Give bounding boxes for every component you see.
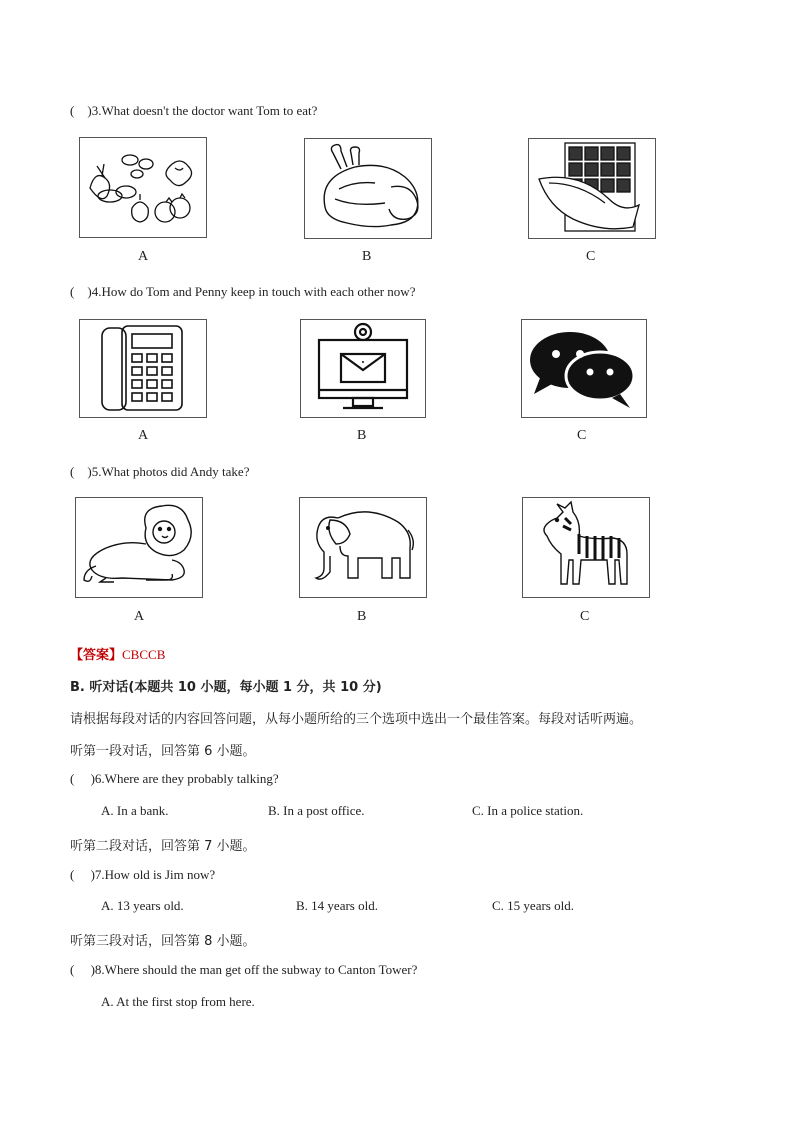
option-3a-label: A	[138, 249, 149, 264]
answer-tag: 【答案】	[70, 648, 123, 663]
dialogue-2-intro: 听第二段对话，回答第 7 小题。	[70, 839, 256, 854]
option-4a-telephone-icon[interactable]	[79, 319, 207, 418]
answer-paren-close: )	[87, 464, 92, 479]
option-5b-elephant-icon[interactable]	[299, 497, 427, 598]
answer-value: CBCCB	[122, 647, 166, 662]
dialogue-1-intro: 听第一段对话，回答第 6 小题。	[70, 744, 256, 759]
section-b-instruction: 请根据每段对话的内容回答问题，从每小题所给的三个选项中选出一个最佳答案。每段对话听两遍。	[70, 712, 643, 727]
option-3c-chocolate-bar-icon[interactable]	[528, 138, 656, 239]
option-4c-label: C	[577, 428, 587, 443]
option-7c[interactable]: C. 15 years old.	[492, 898, 574, 913]
question-4-text: 4.How do Tom and Penny keep in touch with each other now?	[91, 284, 416, 299]
option-7a[interactable]: A. 13 years old.	[101, 898, 184, 913]
option-7b[interactable]: B. 14 years old.	[296, 898, 378, 913]
option-5c-zebra-icon[interactable]	[522, 497, 650, 598]
question-3-text: 3.What doesn't the doctor want Tom to eat?	[91, 103, 318, 118]
question-6: ( )6.Where are they probably talking?	[70, 771, 279, 786]
option-5a-label: A	[134, 609, 145, 624]
answer-line	[70, 644, 165, 663]
section-b-title: B. 听对话(本题共 10 小题，每小题 1 分，共 10 分)	[70, 680, 382, 695]
question-8-text: 8.Where should the man get off the subway to Canton Tower?	[94, 962, 418, 977]
option-5b-label: B	[357, 609, 367, 624]
question-4	[70, 284, 415, 300]
option-3b-label: B	[362, 249, 372, 264]
answer-paren-close: )	[87, 284, 92, 299]
answer-paren-open: (	[70, 103, 75, 118]
question-5-text: 5.What photos did Andy take?	[91, 464, 250, 479]
option-5c-label: C	[580, 609, 590, 624]
option-3b-roast-chicken-icon[interactable]	[304, 138, 432, 239]
option-5a-lion-icon[interactable]	[75, 497, 203, 598]
option-8a[interactable]: A. At the first stop from here.	[101, 994, 255, 1009]
question-3	[70, 103, 317, 119]
option-4b-label: B	[357, 428, 367, 443]
option-4c-wechat-icon[interactable]	[521, 319, 647, 418]
question-7-text: 7.How old is Jim now?	[94, 867, 216, 882]
option-6c[interactable]: C. In a police station.	[472, 803, 584, 818]
dialogue-3-intro: 听第三段对话，回答第 8 小题。	[70, 934, 256, 949]
question-5	[70, 464, 249, 480]
answer-paren-close: )	[87, 103, 92, 118]
answer-paren-open: (	[70, 284, 75, 299]
option-3a-vegetables-icon[interactable]	[79, 137, 207, 238]
question-7: ( )7.How old is Jim now?	[70, 867, 216, 882]
question-6-text: 6.Where are they probably talking?	[94, 771, 279, 786]
option-4b-email-monitor-icon[interactable]	[300, 319, 426, 418]
option-6b[interactable]: B. In a post office.	[268, 803, 365, 818]
option-3c-label: C	[586, 249, 596, 264]
option-6a[interactable]: A. In a bank.	[101, 803, 169, 818]
question-8: ( )8.Where should the man get off the subway to Canton Tower?	[70, 962, 418, 977]
answer-paren-open: (	[70, 464, 75, 479]
option-4a-label: A	[138, 428, 149, 443]
